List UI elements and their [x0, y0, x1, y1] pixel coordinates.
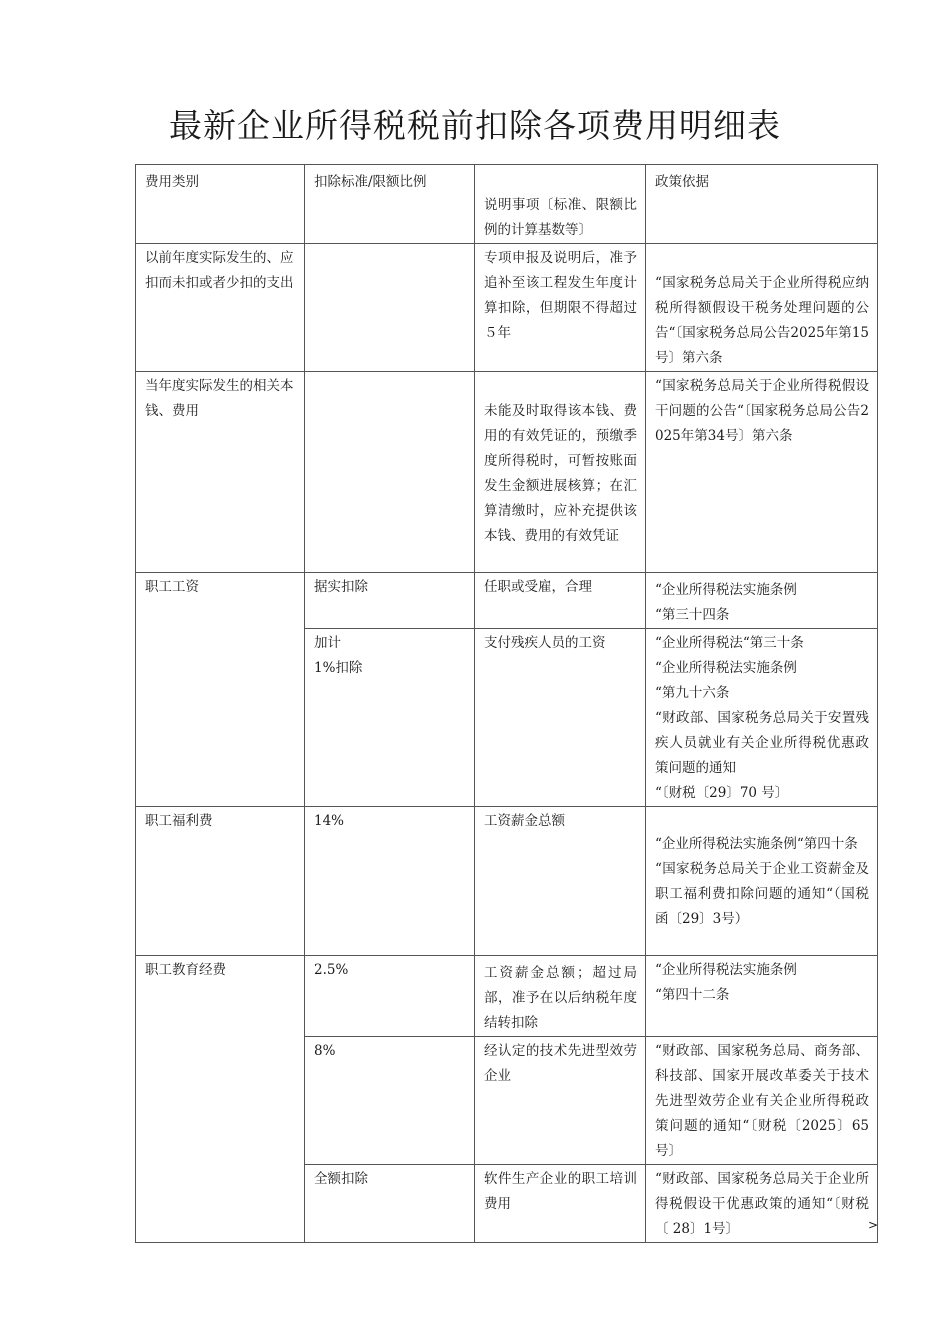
document-title: 最新企业所得税税前扣除各项费用明细表	[169, 106, 781, 145]
row-basis: “国家税务总局关于企业所得税应纳税所得额假设干税务处理问题的公告“〔国家税务总局公告2025年第15号〕第六条	[646, 244, 878, 372]
table-row	[136, 573, 878, 629]
expense-deduction-table	[135, 164, 878, 1243]
row-basis: “企业所得税法实施条例“第四十条 “国家税务总局关于企业工资薪金及职工福利费扣除问题的通知“（国税函〔29〕3号）	[646, 807, 878, 956]
row-basis: “企业所得税法实施条例 “第三十四条	[646, 573, 878, 629]
row-note: 专项申报及说明后，准予追补至该工程发生年度计算扣除，但期限不得超过５年	[475, 244, 646, 372]
table-row	[136, 956, 878, 1037]
row-standard	[305, 244, 475, 372]
row-standard: 据实扣除	[305, 573, 475, 629]
row-note: 工资薪金总额	[475, 807, 646, 956]
header-basis: 政策依据	[646, 165, 878, 244]
header-category: 费用类别	[136, 165, 305, 244]
table-row	[136, 807, 878, 956]
row-category: 职工工资	[136, 573, 305, 807]
row-note: 任职或受雇，合理	[475, 573, 646, 629]
row-note: 软件生产企业的职工培训费用	[475, 1165, 646, 1243]
row-basis: “企业所得税法“第三十条 “企业所得税法实施条例 “第九十六条 “财政部、国家税务总局关于安置残疾人员就业有关企业所得税优惠政策问题的通知 “〔财税〔29〕70 号〕	[646, 629, 878, 807]
row-standard	[305, 372, 475, 573]
header-standard: 扣除标准/限额比例	[305, 165, 475, 244]
row-note: 经认定的技术先进型效劳企业	[475, 1037, 646, 1165]
row-standard: 14%	[305, 807, 475, 956]
row-category: 当年度实际发生的相关本钱、费用	[136, 372, 305, 573]
header-note: 说明事项〔标准、限额比例的计算基数等〕	[475, 165, 646, 244]
row-note: 支付残疾人员的工资	[475, 629, 646, 807]
row-basis: “企业所得税法实施条例 “第四十二条	[646, 956, 878, 1037]
row-category: 职工福利费	[136, 807, 305, 956]
row-standard: 2.5%	[305, 956, 475, 1037]
row-standard: 加计 1%扣除	[305, 629, 475, 807]
table-row	[136, 244, 878, 372]
row-standard: 8%	[305, 1037, 475, 1165]
continuation-mark: >	[868, 1218, 879, 1232]
row-category: 以前年度实际发生的、应扣而未扣或者少扣的支出	[136, 244, 305, 372]
row-note: 未能及时取得该本钱、费用的有效凭证的，预缴季度所得税时，可暂按账面发生金额进展核算；在汇算清缴时，应补充提供该本钱、费用的有效凭证	[475, 372, 646, 573]
row-basis: “财政部、国家税务总局关于企业所得税假设干优惠政策的通知“〔财税〔 28〕1号〕	[646, 1165, 878, 1243]
row-category: 职工教育经费	[136, 956, 305, 1243]
table-row	[136, 372, 878, 573]
row-basis: “国家税务总局关于企业所得税假设干问题的公告“〔国家税务总局公告2025年第34号〕第六条	[646, 372, 878, 573]
row-basis: “财政部、国家税务总局、商务部、科技部、国家开展改革委关于技术先进型效劳企业有关企业所得税政策问题的通知“〔财税〔2025〕65号〕	[646, 1037, 878, 1165]
row-note: 工资薪金总额；超过局部，准予在以后纳税年度结转扣除	[475, 956, 646, 1037]
table-header-row	[136, 165, 878, 244]
row-standard: 全额扣除	[305, 1165, 475, 1243]
